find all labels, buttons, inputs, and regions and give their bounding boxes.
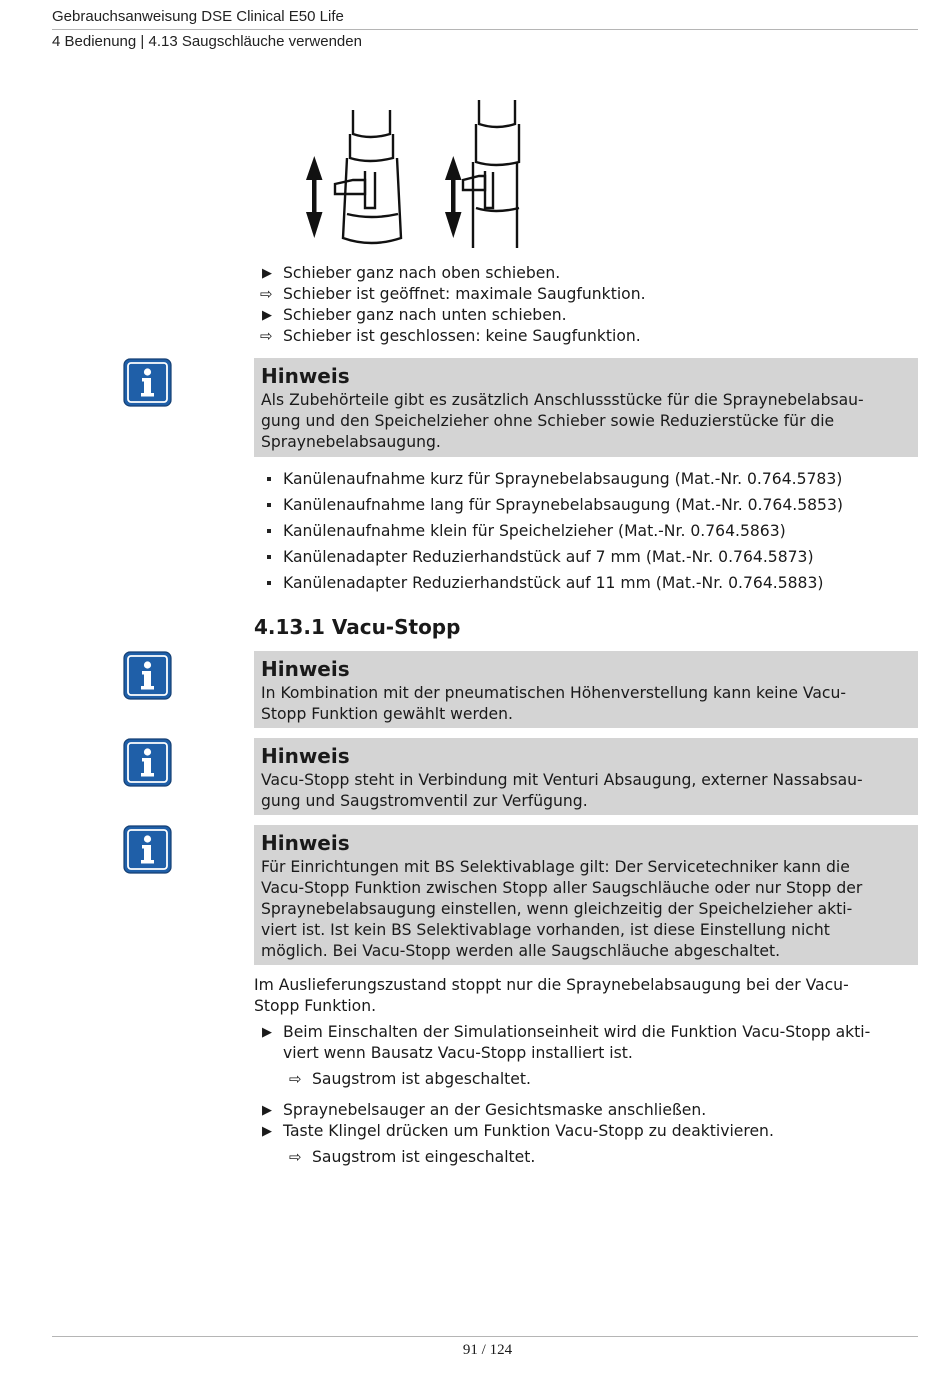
info-icon: [123, 825, 172, 874]
slider-illustration: [295, 96, 535, 248]
intro-paragraph: Im Auslieferungszustand stoppt nur die Spraynebelabsaugung bei der Vacu- Stopp Funktion.: [254, 976, 849, 1015]
action-step: ▶ Schieber ganz nach oben schieben.: [262, 264, 561, 282]
info-icon: [123, 738, 172, 787]
action-step: ▶ Taste Klingel drücken um Funktion Vacu-Stopp zu deaktivieren.: [262, 1122, 774, 1140]
list-item: Kanülenaufnahme lang für Spraynebelabsaugung (Mat.-Nr. 0.764.5853): [254, 492, 918, 518]
triangle-right-icon: ▶: [262, 1103, 272, 1118]
note-title: Hinweis: [261, 831, 350, 855]
triangle-right-icon: ▶: [262, 308, 272, 323]
note-title: Hinweis: [261, 364, 350, 388]
action-step: ▶ Beim Einschalten der Simulationseinheit wird die Funktion Vacu-Stopp akti-: [262, 1023, 871, 1041]
note-box: [254, 651, 918, 728]
bullet-square-icon: [267, 555, 271, 559]
slider-steps: [254, 263, 918, 347]
hollow-arrow-right-icon: ⇨: [289, 1070, 302, 1088]
result-step: ⇨ Saugstrom ist eingeschaltet.: [289, 1148, 536, 1166]
footer-divider: [52, 1336, 918, 1337]
note-text: Vacu-Stopp steht in Verbindung mit Venturi Absaugung, externer Nassabsau- gung und Saugstromventil zur Verfügung.: [261, 771, 863, 810]
action-step: ▶ Spraynebelsauger an der Gesichtsmaske anschließen.: [262, 1101, 707, 1119]
breadcrumb: 4 Bedienung | 4.13 Saugschläuche verwenden: [52, 33, 362, 50]
hollow-arrow-right-icon: ⇨: [289, 1148, 302, 1166]
page-number: 91 / 124: [462, 1342, 513, 1358]
result-block: [283, 1069, 883, 1090]
section-heading: 4.13.1 Vacu-Stopp: [254, 615, 461, 639]
list-item: Kanülenadapter Reduzierhandstück auf 11 mm (Mat.-Nr. 0.764.5883): [254, 570, 918, 596]
note-text: Für Einrichtungen mit BS Selektivablage gilt: Der Servicetechniker kann die Vacu-Stopp Funktion zwischen Stopp aller Saugschläuche oder nur Stopp der Spraynebelabsaugung einstellen, wenn gleichzeitig der Speichelzieher akti- viert ist. Ist kein BS Selektivablage vorhanden, ist diese Einstellung nicht möglich. Bei Vacu-Stopp werden alle Saugschläuche abgeschaltet.: [261, 858, 863, 960]
bullet-square-icon: [267, 529, 271, 533]
result-step: ⇨ Saugstrom ist abgeschaltet.: [289, 1070, 531, 1088]
result-step: ⇨ Schieber ist geschlossen: keine Saugfunktion.: [260, 327, 641, 345]
header-divider: [52, 29, 918, 30]
vacu-stopp-steps: [254, 1022, 918, 1064]
note-title: Hinweis: [261, 744, 350, 768]
list-item: Kanülenaufnahme klein für Speichelzieher (Mat.-Nr. 0.764.5863): [254, 518, 918, 544]
hollow-arrow-right-icon: ⇨: [260, 285, 273, 303]
note-box: [254, 738, 918, 815]
triangle-right-icon: ▶: [262, 1025, 272, 1040]
note-title: Hinweis: [261, 657, 350, 681]
action-step: ▶ Schieber ganz nach unten schieben.: [262, 306, 567, 324]
vacu-stopp-steps: [254, 1100, 918, 1142]
bullet-square-icon: [267, 503, 271, 507]
bullet-square-icon: [267, 581, 271, 585]
triangle-right-icon: ▶: [262, 1124, 272, 1139]
result-block: [283, 1147, 883, 1168]
info-icon: [123, 651, 172, 700]
hollow-arrow-right-icon: ⇨: [260, 327, 273, 345]
accessory-list: [254, 466, 918, 596]
info-icon: [123, 358, 172, 407]
note-box: [254, 358, 918, 457]
note-box: [254, 825, 918, 965]
document-title: Gebrauchsanweisung DSE Clinical E50 Life: [52, 8, 344, 25]
note-text: Als Zubehörteile gibt es zusätzlich Anschlussstücke für die Spraynebelabsau- gung und den Speichelzieher ohne Schieber sowie Reduzierstücke für die Spraynebelabsaugung.: [261, 391, 864, 451]
bullet-square-icon: [267, 477, 271, 481]
action-step-continuation: viert wenn Bausatz Vacu-Stopp installiert ist.: [283, 1044, 633, 1062]
result-step: ⇨ Schieber ist geöffnet: maximale Saugfunktion.: [260, 285, 646, 303]
note-text: In Kombination mit der pneumatischen Höhenverstellung kann keine Vacu- Stopp Funktion gewählt werden.: [261, 684, 846, 723]
list-item: Kanülenadapter Reduzierhandstück auf 7 mm (Mat.-Nr. 0.764.5873): [254, 544, 918, 570]
list-item: Kanülenaufnahme kurz für Spraynebelabsaugung (Mat.-Nr. 0.764.5783): [254, 466, 918, 492]
triangle-right-icon: ▶: [262, 266, 272, 281]
